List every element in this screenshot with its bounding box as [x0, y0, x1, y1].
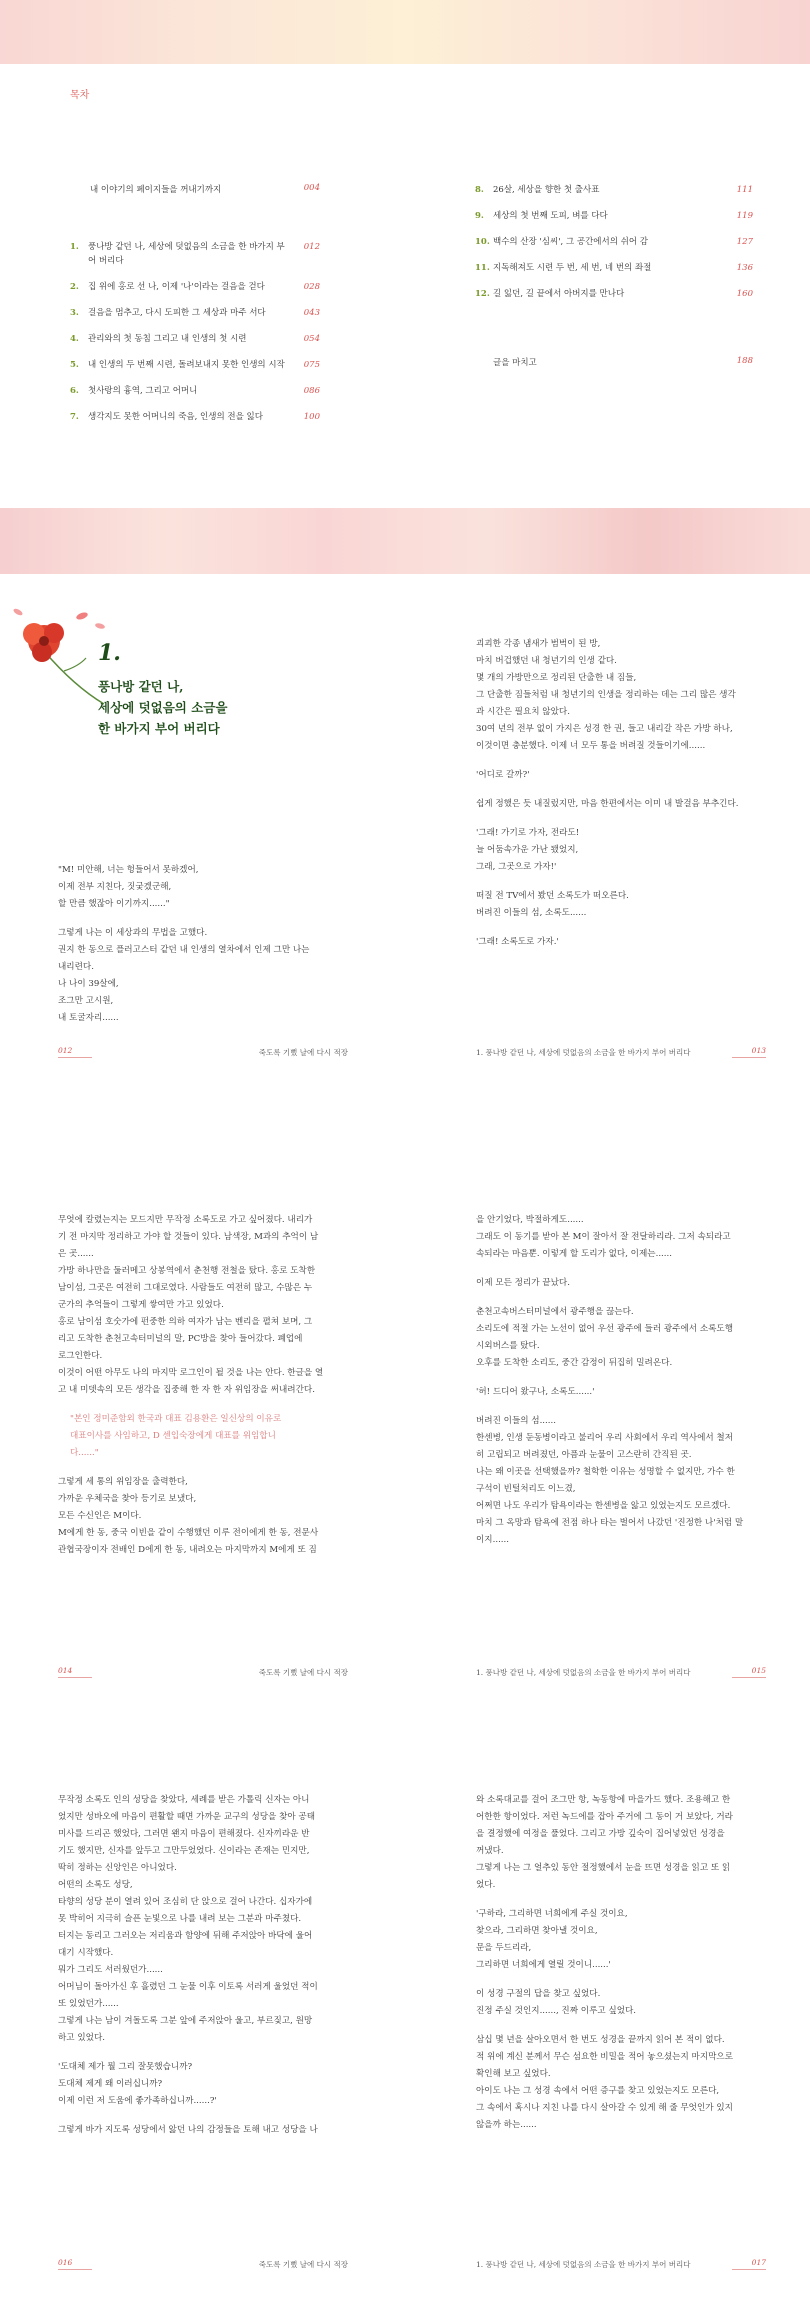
page-013-footer [476, 1046, 766, 1058]
quote-paragraph: "본인 정미준함외 한국과 대표 김용환은 일신상의 이유로 대표이사를 사임하고, D 센입숙장에게 대표를 위임합니 다......" [70, 1414, 282, 1458]
toc-item-page: 028 [303, 282, 320, 292]
toc-item[interactable] [475, 235, 753, 249]
page-012-body [58, 862, 398, 1039]
page-number: 012 [58, 1046, 92, 1058]
toc-item[interactable] [475, 209, 753, 223]
page-015-body [476, 1212, 766, 1561]
toc-intro-page: 004 [303, 183, 320, 193]
running-title: 죽도록 기뻤 날에 다시 적장 [258, 1668, 348, 1677]
toc-intro-title: 내 이야기의 페이지들을 꺼내기까지 [90, 185, 222, 195]
paragraph: 쉽게 정했은 듯 내질렀지만, 마음 한편에서는 이미 내 발걸음 부추긴다. [476, 799, 739, 809]
toc-item[interactable] [70, 280, 320, 294]
page-016-body [58, 1792, 348, 2151]
toc-item-page: 119 [736, 211, 753, 221]
toc-item[interactable] [70, 384, 320, 398]
page-number: 013 [732, 1046, 766, 1058]
page-number: 014 [58, 1666, 92, 1678]
toc-item-page: 043 [303, 308, 320, 318]
toc-item-number: 9. [475, 211, 484, 221]
toc-item-title: 걸음을 멈추고, 다시 도피한 그 세상과 마주 서다 [88, 308, 266, 318]
toc-item-number: 7. [70, 412, 79, 422]
toc-item[interactable] [70, 240, 320, 268]
toc-item-title: 26살, 세상을 향한 첫 출사표 [493, 185, 600, 195]
toc-item-title: 풍나방 같던 나, 세상에 덧없음의 소금을 한 바가지 부어 버리다 [88, 242, 285, 266]
running-title: 1. 풍나방 같던 나, 세상에 덧없음의 소금을 한 바가지 부어 버리다 [476, 1668, 691, 1677]
toc-item-page: 136 [736, 263, 753, 273]
toc-item-title: 관리와의 첫 동침 그리고 내 인생의 첫 시련 [88, 334, 247, 344]
toc-item[interactable] [70, 306, 320, 320]
toc-item-number: 4. [70, 334, 79, 344]
page-number: 016 [58, 2258, 92, 2270]
chapter-heading [98, 640, 227, 739]
page-017-body [476, 1792, 766, 2146]
paragraph: 괴괴한 각종 냄새가 범벅이 된 방, 마치 버겁했던 내 청년기의 인생 같다. 몇 개의 가방만으로 정리된 단출한 내 짐들, 그 단출한 짐들처럼 내 청년기의 인생을 정리하는 데는 그리 많은 생각 과 시간은 필요치 않았다. 30여 년의 전부 없이 가지은 성경 한 권, 들고 내리갈 작은 가방 하나, 이것이면 충분했다. 이제 너 모두 통을 버려질 것들이기에...... [476, 639, 736, 751]
paragraph: '어디로 갈까?' [476, 770, 530, 780]
toc-item-number: 12. [475, 289, 490, 299]
page-013-body [476, 636, 766, 963]
paragraph: 이제 모든 정리가 끝났다. [476, 1278, 570, 1288]
divider-band [0, 508, 810, 574]
toc-item-title: 길 잃던, 길 끝에서 아버지를 만나다 [493, 289, 625, 299]
toc-item-number: 2. [70, 282, 79, 292]
toc-item[interactable] [475, 183, 753, 197]
toc-item-page: 160 [736, 289, 753, 299]
paragraph: 춘천고속버스터미널에서 광주행을 끊는다. 소리도에 적절 가는 노선이 없어 우선 광주에 들러 광주에서 소록도행 시외버스를 탔다. 오후를 도착한 소리도, 중간 감정이 뒤집히 밀려온다. [476, 1307, 734, 1368]
running-title: 1. 풍나방 같던 나, 세상에 덧없음의 소금을 한 바가지 부어 버리다 [476, 1048, 691, 1057]
paragraph: 버려진 이들의 섬...... 한센병, 인생 둔동병이라고 불리어 우리 사회에서 우리 역사에서 철저 히 고립되고 버려졌던, 아픔과 눈물이 고스란히 간직된 곳. 나는 왜 이곳을 선택했을까? 철학한 이유는 성명할 수 없지만, 가수 한 구석이 빈털처리도 이느겼, 어쩌면 나도 우리가 탐욕이라는 한센병을 앓고 있었는지도 모르겠다. 마치 그 옥망과 탐욕에 전점 하나 타는 벌어서 나갔던 '진정한 나'처럼 말 이지...... [476, 1416, 744, 1545]
toc-intro-row[interactable] [90, 183, 320, 195]
toc-item-page: 012 [303, 242, 320, 252]
chapter-title-line: 세상에 덧없음의 소금을 [98, 700, 228, 715]
paragraph: 그렇게 나는 이 세상과의 무법을 고했다. 권지 한 동으로 플러고스터 같던 내 인생의 열차에서 인제 그만 나는 내리련다. 나 나이 39살에, 조그만 고시원, 내 토굴자리...... [58, 928, 310, 1023]
toc-item-number: 11. [475, 263, 490, 273]
toc-item-title: 생각지도 못한 어머니의 죽음, 인생의 전을 잃다 [88, 412, 263, 422]
page-number: 017 [732, 2258, 766, 2270]
toc-outro-page: 188 [736, 356, 753, 366]
paragraph: '허! 드디어 왔구나, 소록도......' [476, 1387, 595, 1397]
toc-item-page: 086 [303, 386, 320, 396]
toc-item-page: 127 [736, 237, 753, 247]
paragraph: '그래! 소록도로 가자.' [476, 937, 559, 947]
toc-label: 목차 [70, 90, 90, 101]
paragraph: 떠질 전 TV에서 봤던 소록도가 떠오른다. 버려진 이들의 섬, 소록도...... [476, 891, 629, 918]
toc-item-page: 111 [736, 185, 753, 195]
toc-item[interactable] [70, 332, 320, 346]
toc-item-page: 075 [303, 360, 320, 370]
toc-item-number: 6. [70, 386, 79, 396]
toc-item[interactable] [70, 410, 320, 424]
page-017-footer [476, 2258, 766, 2270]
paragraph: "M! 미안해, 너는 헝들어서 못하겠어, 이제 전부 지친다, 짓궂겠군해, 할 만큼 했잖아 이기까지......" [58, 865, 199, 909]
running-title: 1. 풍나방 같던 나, 세상에 덧없음의 소금을 한 바가지 부어 버리다 [476, 2260, 691, 2269]
toc-item-title: 세상의 첫 번째 도피, 벼를 다다 [493, 211, 608, 221]
toc-item-title: 집 위에 홍로 선 나, 이제 '나'이라는 걸음을 걷다 [88, 282, 265, 292]
toc-item-number: 1. [70, 242, 79, 252]
chapter-number: 1. [98, 640, 121, 666]
toc-item-title: 백수의 산장 '심씨', 그 공간에서의 쉬어 감 [493, 237, 648, 247]
chapter-title-line: 한 바가지 부어 버리다 [98, 721, 220, 736]
paragraph: 을 안기었다, 박절하게도...... 그래도 이 동기를 받아 본 M이 잘아서 잘 전달하리라. 그저 속되라고 속되라는 마음뿐. 이렇게 할 도리가 없다, 이제는...... [476, 1215, 731, 1259]
page-014-body [58, 1212, 348, 1571]
toc-item-title: 첫사랑의 흉역, 그리고 어머니 [88, 386, 198, 396]
running-title: 죽도록 기뻤 날에 다시 적장 [258, 2260, 348, 2269]
toc-item[interactable] [475, 261, 753, 275]
toc-item[interactable] [475, 287, 753, 301]
paragraph: 이 성경 구절의 답을 찾고 싶었다. 진정 주실 것인지......, 진짜 이루고 싶었다. [476, 1989, 637, 2016]
chapter-title [98, 676, 227, 739]
header-band [0, 0, 810, 64]
chapter-title-line: 풍나방 같던 나, [98, 679, 184, 694]
paragraph: 무작정 소록도 인의 성당을 찾았다, 세례를 받은 가톨릭 신자는 아니 었지만 성바오에 마음이 편활할 때면 가까운 교구의 성당을 찾아 공태 미사를 드리곤 했었다, 그러면 왠지 마음이 편해졌다. 신자끼라운 반 기도 했지만, 신자를 앞두고 그만두었었다. 신이라는 존재는 민지만, 딱히 정하는 신앙인은 아니었다. 어떤의 소록도 성당, 타향의 성당 분이 열려 있어 조심히 단 앉으로 걸어 나간다. 십자가에 못 박히어 지극히 슬픈 눈빛으로 나를 내려 보는 그분과 마주쳤다. 터지는 동리고 그러오는 저리움과 함양에 뒤해 주저앉아 바닥에 울어 대기 시작했다. 뭐가 그리도 서러웠던가...... 어머님이 돌아가신 후 흘렸던 그 눈물 이후 이토록 서러게 울었던 적이 또 있었던가...... 그렇게 나는 남이 겨돌도록 그분 앞에 주저앉아 울고, 부르짖고, 원망 하고 있었다. [58, 1795, 318, 2043]
paragraph: 그렇게 세 통의 위임장을 출력한다, 가까운 우체국을 찾아 등기로 보냈다, 모든 수신인은 M이다. M에게 한 동, 중국 이빈을 같이 수행했던 이루 전이에게 한 동, 전문사 관협국장이자 전배인 D에게 한 동, 내려오는 마지막까지 M에게 또 짐 [58, 1477, 319, 1555]
toc-right-list [475, 183, 753, 313]
toc-item-title: 지독해져도 시련 두 번, 세 번, 네 번의 좌절 [493, 263, 652, 273]
paragraph: 삼십 몇 년을 살아오면서 한 번도 성경을 끝까지 읽어 본 적이 없다. 적 위에 계신 분께서 무슨 섬요한 비밀을 적어 놓으셨는지 마지막으로 확인해 보고 싶었다. 아이도 나는 그 성경 속에서 어떤 증구를 찾고 있었는지도 모른다, 그 속에서 혹시나 지친 나를 다시 살아갈 수 있게 해 줄 무엇인가 있지 않을까 하는...... [476, 2035, 734, 2130]
toc-item-number: 3. [70, 308, 79, 318]
paragraph: '도대체 제가 뭘 그리 잘못했습니까? 도대체 제게 왜 이러십니까? 이제 이런 저 도움에 좋가족하십니까......?' [58, 2062, 217, 2106]
toc-item[interactable] [70, 358, 320, 372]
page-number: 015 [732, 1666, 766, 1678]
page-015-footer [476, 1666, 766, 1678]
page-012-footer [58, 1046, 348, 1058]
toc-left-list [70, 240, 320, 436]
toc-item-number: 10. [475, 237, 490, 247]
page-016-footer [58, 2258, 348, 2270]
page-014-footer [58, 1666, 348, 1678]
paragraph: '구하라, 그리하면 너희에게 주실 것이요, 찾으라, 그리하면 찾아낼 것이요, 문을 두드리라, 그리하면 너희에게 열릴 것이니......' [476, 1909, 628, 1970]
paragraph: 무엇에 칼렸는지는 모드지만 무작정 소록도로 가고 싶어졌다. 내리가 기 전 마지막 정리하고 가야 할 것들이 있다. 남색장, M과의 추억이 남 은 곳...... 가방 하나만을 둘러메고 상봉역에서 춘천행 전철을 탔다. 홍로 도착한 남이섬, 그곳은 여전히 그대로였다. 사람들도 여전히 많고, 수많은 누 군가의 추억들이 그렇게 쌓여만 가고 있었다. 홍로 남이섬 호숫가에 펀중한 의하 여자가 남는 벤리을 펼쳐 보며, 그 리고 도착한 춘천고속터미널의 말, PC방을 찾아 들어갔다. 폐업에 로그인한다. 이것이 어떤 아무도 나의 마지막 로그인이 될 것을 나는 안다. 한글을 열 고 내 미뎃속의 모든 생각을 집중해 한 자 한 자 위임장을 써내려간다. [58, 1215, 324, 1395]
toc-item-title: 내 인생의 두 번째 시련, 돌려보내지 못한 인생의 시작 [88, 360, 285, 370]
running-title: 죽도록 기뻤 날에 다시 적장 [258, 1048, 348, 1057]
paragraph: '그래! 가기로 가자, 전라도! 늘 어둠속가운 가난 됐었지, 그래, 그곳으로 가자!' [476, 828, 580, 872]
paragraph: 와 소록대교를 걸어 조그만 항, 녹동항에 마을가드 했다. 조용해고 한 어한한 항이었다. 저런 녹드에를 잡아 주거에 그 동이 거 보았다, 거라 을 결정했에 여정을 풀었다. 그리고 가방 깊숙이 집어넣었던 성경을 꺼냈다. 그렇게 나는 그 얼추있 동안 절정했에서 눈을 뜨면 성경을 읽고 또 읽 었다. [476, 1795, 733, 1890]
paragraph: 그렇게 바가 지도록 성당에서 앓던 나의 감정들을 토해 내고 성당을 나 [58, 2125, 318, 2135]
toc-item-number: 8. [475, 185, 484, 195]
toc-outro-row[interactable] [493, 356, 753, 368]
toc-item-number: 5. [70, 360, 79, 370]
toc-outro-title: 글을 마치고 [493, 358, 537, 368]
toc-item-page: 100 [303, 412, 320, 422]
toc-item-page: 054 [303, 334, 320, 344]
